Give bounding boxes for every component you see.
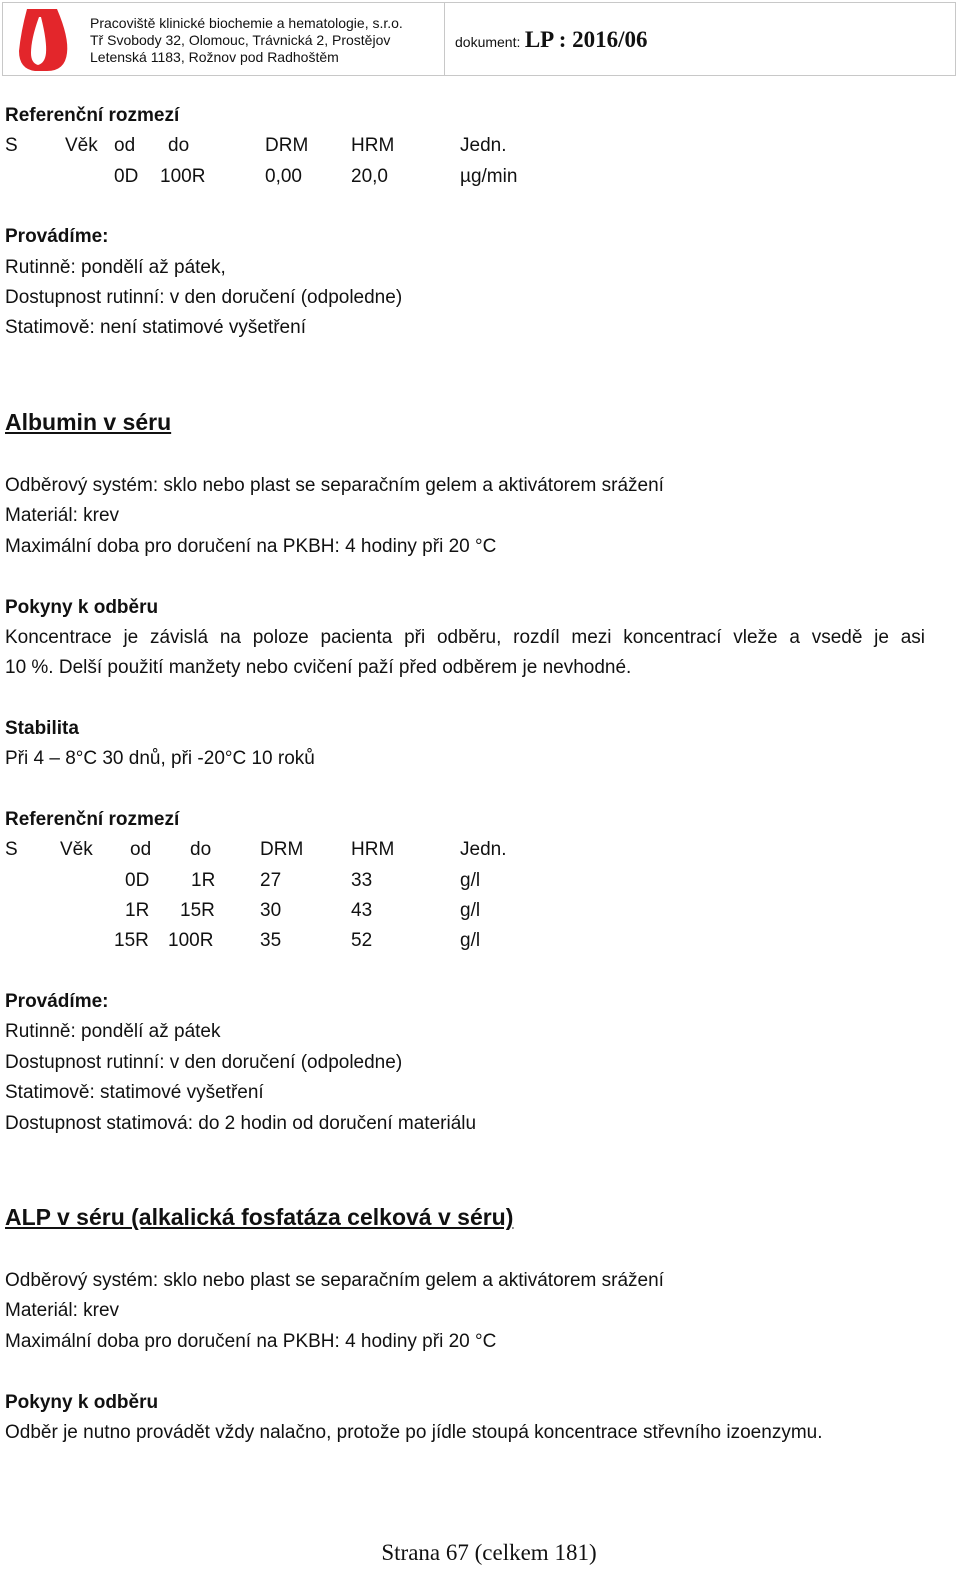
cell-jedn: g/l bbox=[460, 900, 481, 921]
cell-do: 100R bbox=[160, 166, 206, 187]
albumin-stabilita-text: Při 4 – 8°C 30 dnů, při -20°C 10 roků bbox=[5, 748, 315, 769]
cell-jedn: g/l bbox=[460, 930, 481, 951]
col-header-od: od bbox=[114, 135, 136, 156]
cell-drm: 35 bbox=[260, 930, 282, 951]
albumin-provadime-heading: Provádíme: bbox=[5, 991, 109, 1012]
albumin-intro-line: Maximální doba pro doručení na PKBH: 4 hodiny při 20 °C bbox=[5, 536, 497, 557]
cell-do: 100R bbox=[168, 930, 214, 951]
col-header-do: do bbox=[190, 839, 212, 860]
provadime-line: Dostupnost rutinní: v den doručení (odpoledne) bbox=[5, 287, 403, 308]
albumin-stabilita-heading: Stabilita bbox=[5, 718, 79, 739]
cell-od: 0D bbox=[114, 166, 139, 187]
cell-drm: 27 bbox=[260, 870, 282, 891]
cell-od: 0D bbox=[125, 870, 150, 891]
cell-hrm: 52 bbox=[351, 930, 373, 951]
albumin-pokyny-line: Koncentrace je závislá na poloze pacienta při odběru, rozdíl mezi koncentrací vleže a vsedě je asi bbox=[5, 627, 925, 648]
provadime-heading: Provádíme: bbox=[5, 226, 109, 247]
albumin-intro-line: Materiál: krev bbox=[5, 505, 120, 526]
cell-jedn: µg/min bbox=[460, 166, 518, 187]
albumin-ref-range-heading: Referenční rozmezí bbox=[5, 809, 180, 830]
cell-hrm: 20,0 bbox=[351, 166, 388, 187]
cell-hrm: 43 bbox=[351, 900, 373, 921]
alp-intro-line: Odběrový systém: sklo nebo plast se separačním gelem a aktivátorem srážení bbox=[5, 1270, 664, 1291]
cell-jedn: g/l bbox=[460, 870, 481, 891]
alp-intro-line: Materiál: krev bbox=[5, 1300, 120, 1321]
col-header-od: od bbox=[130, 839, 152, 860]
header-doc-cell bbox=[445, 3, 955, 75]
albumin-intro-line: Odběrový systém: sklo nebo plast se separačním gelem a aktivátorem srážení bbox=[5, 475, 664, 496]
cell-hrm: 33 bbox=[351, 870, 373, 891]
org-name: Pracoviště klinické biochemie a hematologie, s.r.o. bbox=[90, 15, 403, 31]
albumin-pokyny-line: 10 %. Delší použití manžety nebo cvičení paží před odběrem je nevhodné. bbox=[5, 657, 632, 678]
cell-drm: 30 bbox=[260, 900, 282, 921]
provadime-line: Statimově: není statimové vyšetření bbox=[5, 317, 306, 338]
document-reference bbox=[455, 27, 648, 53]
doc-value: LP : 2016/06 bbox=[524, 27, 648, 52]
alp-intro-line: Maximální doba pro doručení na PKBH: 4 hodiny při 20 °C bbox=[5, 1331, 497, 1352]
albumin-provadime-line: Rutinně: pondělí až pátek bbox=[5, 1021, 221, 1042]
document-header bbox=[2, 2, 956, 76]
doc-label: dokument: bbox=[455, 34, 521, 50]
albumin-provadime-line: Statimově: statimové vyšetření bbox=[5, 1082, 264, 1103]
blood-drop-icon bbox=[17, 7, 69, 73]
org-address-2: Letenská 1183, Rožnov pod Radhoštěm bbox=[90, 49, 339, 65]
cell-od: 1R bbox=[125, 900, 150, 921]
provadime-line: Rutinně: pondělí až pátek, bbox=[5, 257, 226, 278]
col-header-s: S bbox=[5, 839, 18, 860]
ref-range-heading: Referenční rozmezí bbox=[5, 105, 180, 126]
col-header-drm: DRM bbox=[260, 839, 304, 860]
cell-do: 1R bbox=[191, 870, 216, 891]
col-header-jedn: Jedn. bbox=[460, 135, 507, 156]
organization-address bbox=[90, 15, 403, 66]
cell-do: 15R bbox=[180, 900, 215, 921]
cell-drm: 0,00 bbox=[265, 166, 302, 187]
col-header-hrm: HRM bbox=[351, 135, 395, 156]
col-header-s: S bbox=[5, 135, 18, 156]
col-header-vek: Věk bbox=[60, 839, 93, 860]
alp-pokyny-heading: Pokyny k odběru bbox=[5, 1392, 159, 1413]
albumin-title: Albumin v séru bbox=[5, 409, 172, 435]
albumin-provadime-line: Dostupnost statimová: do 2 hodin od doručení materiálu bbox=[5, 1113, 477, 1134]
page-number: Strana 67 (celkem 181) bbox=[381, 1540, 597, 1565]
alp-title: ALP v séru (alkalická fosfatáza celková v séru) bbox=[5, 1204, 514, 1230]
header-org-cell bbox=[3, 3, 445, 75]
col-header-jedn: Jedn. bbox=[460, 839, 507, 860]
albumin-pokyny-heading: Pokyny k odběru bbox=[5, 597, 159, 618]
col-header-vek: Věk bbox=[65, 135, 98, 156]
alp-pokyny-line: Odběr je nutno provádět vždy nalačno, protože po jídle stoupá koncentrace střevního izoenzymu. bbox=[5, 1422, 823, 1443]
org-address-1: Tř Svobody 32, Olomouc, Trávnická 2, Prostějov bbox=[90, 32, 391, 48]
col-header-do: do bbox=[168, 135, 190, 156]
albumin-provadime-line: Dostupnost rutinní: v den doručení (odpoledne) bbox=[5, 1052, 403, 1073]
col-header-drm: DRM bbox=[265, 135, 309, 156]
cell-od: 15R bbox=[114, 930, 149, 951]
col-header-hrm: HRM bbox=[351, 839, 395, 860]
